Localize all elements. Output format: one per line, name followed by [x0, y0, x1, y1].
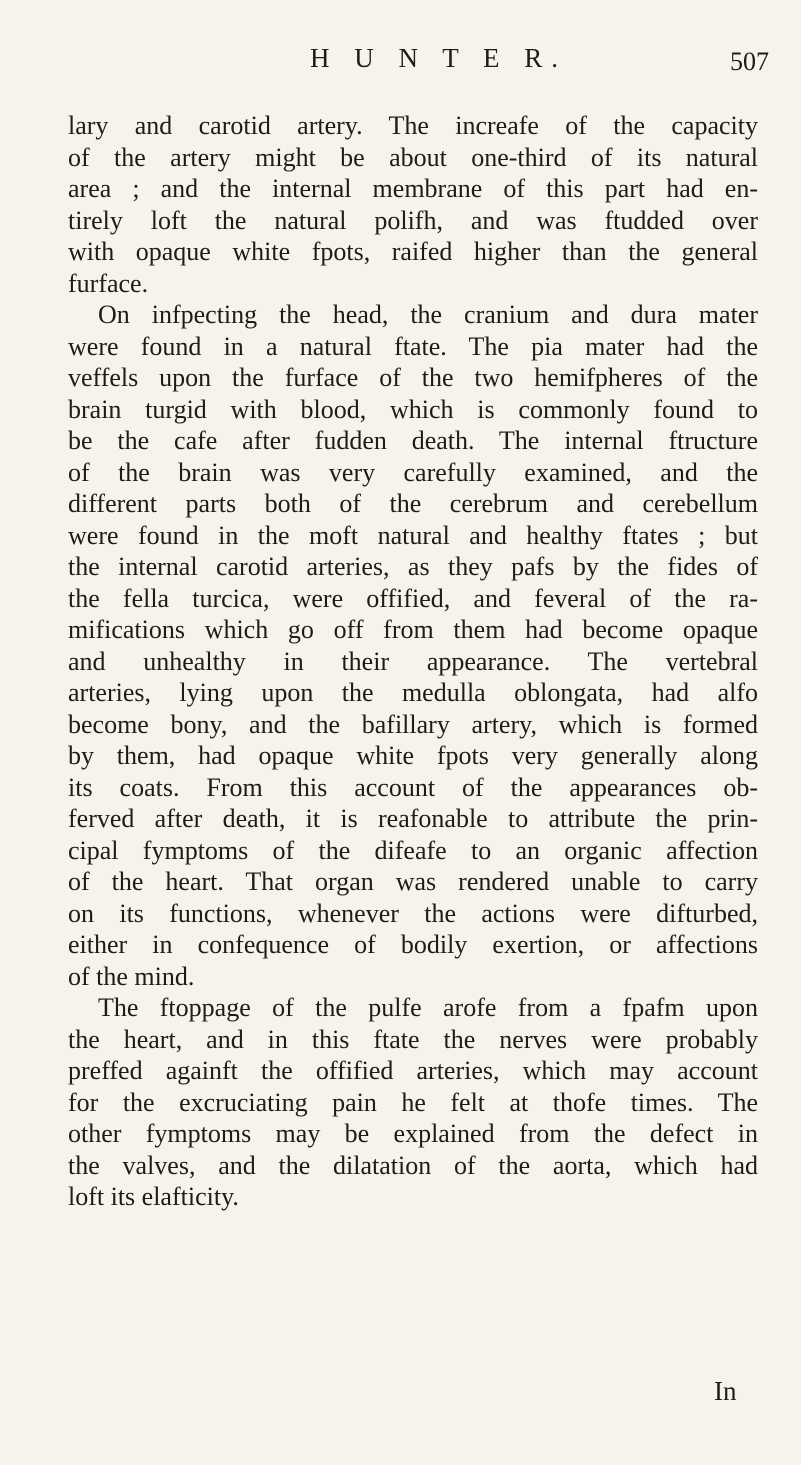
- text-line: were found in a natural ftate. The pia mater had the: [68, 331, 758, 361]
- text-line: by them, had opaque white fpots very generally along: [68, 741, 758, 770]
- text-line: with opaque white fpots, raifed higher than the general: [68, 237, 758, 266]
- body-text: [68, 110, 758, 1213]
- text-line: mifications which go off from them had become opaque: [68, 615, 758, 644]
- paragraph-end-line: loft its elafticity.: [68, 1182, 239, 1211]
- running-head-title: H U N T E R.: [310, 43, 568, 73]
- text-line: arteries, lying upon the medulla oblongata, had alfo: [68, 678, 758, 707]
- text-line: for the excruciating pain he felt at thofe times. The: [68, 1087, 758, 1117]
- text-line: the valves, and the dilatation of the aorta, which had: [68, 1150, 758, 1180]
- text-line: the internal carotid arteries, as they pafs by the fides of: [68, 552, 758, 581]
- running-head: [0, 38, 801, 78]
- text-line: ferved after death, it is reafonable to attribute the prin-: [68, 804, 758, 833]
- paragraph-start-line: The ftoppage of the pulfe arofe from a fpafm upon: [98, 993, 758, 1022]
- text-line: of the artery might be about one-third of its natural: [68, 142, 758, 172]
- text-line: either in confequence of bodily exertion, or affections: [68, 930, 758, 959]
- text-line: preffed againft the offified arteries, which may account: [68, 1056, 758, 1085]
- catchword: In: [714, 1376, 737, 1406]
- text-line: on its functions, whenever the actions were difturbed,: [68, 898, 758, 928]
- text-line: brain turgid with blood, which is commonly found to: [68, 394, 758, 424]
- text-line: other fymptoms may be explained from the defect in: [68, 1119, 758, 1148]
- paragraph-start-line: On infpecting the head, the cranium and dura mater: [98, 300, 758, 329]
- text-line: lary and carotid artery. The increafe of the capacity: [68, 111, 758, 140]
- text-line: cipal fymptoms of the difeafe to an organic affection: [68, 835, 758, 865]
- text-line: of the heart. That organ was rendered unable to carry: [68, 867, 758, 896]
- text-line: tirely loft the natural polifh, and was ftudded over: [68, 205, 758, 235]
- text-line: the heart, and in this ftate the nerves were probably: [68, 1024, 758, 1054]
- text-line: become bony, and the bafillary artery, which is formed: [68, 709, 758, 739]
- text-line: be the cafe after fudden death. The internal ftructure: [68, 426, 758, 455]
- text-line: different parts both of the cerebrum and cerebellum: [68, 489, 758, 518]
- page-number: 507: [730, 47, 769, 76]
- text-line: of the brain was very carefully examined, and the: [68, 457, 758, 487]
- text-line: were found in the moft natural and healthy ftates ; but: [68, 520, 758, 550]
- text-line: and unhealthy in their appearance. The vertebral: [68, 646, 758, 676]
- paragraph-end-line: of the mind.: [68, 961, 195, 991]
- paragraph-end-line: furface.: [68, 268, 149, 298]
- text-line: area ; and the internal membrane of this part had en-: [68, 174, 758, 203]
- text-line: the fella turcica, were offified, and feveral of the ra-: [68, 583, 758, 613]
- text-line: its coats. From this account of the appearances ob-: [68, 772, 758, 802]
- text-line: veffels upon the furface of the two hemifpheres of the: [68, 363, 758, 392]
